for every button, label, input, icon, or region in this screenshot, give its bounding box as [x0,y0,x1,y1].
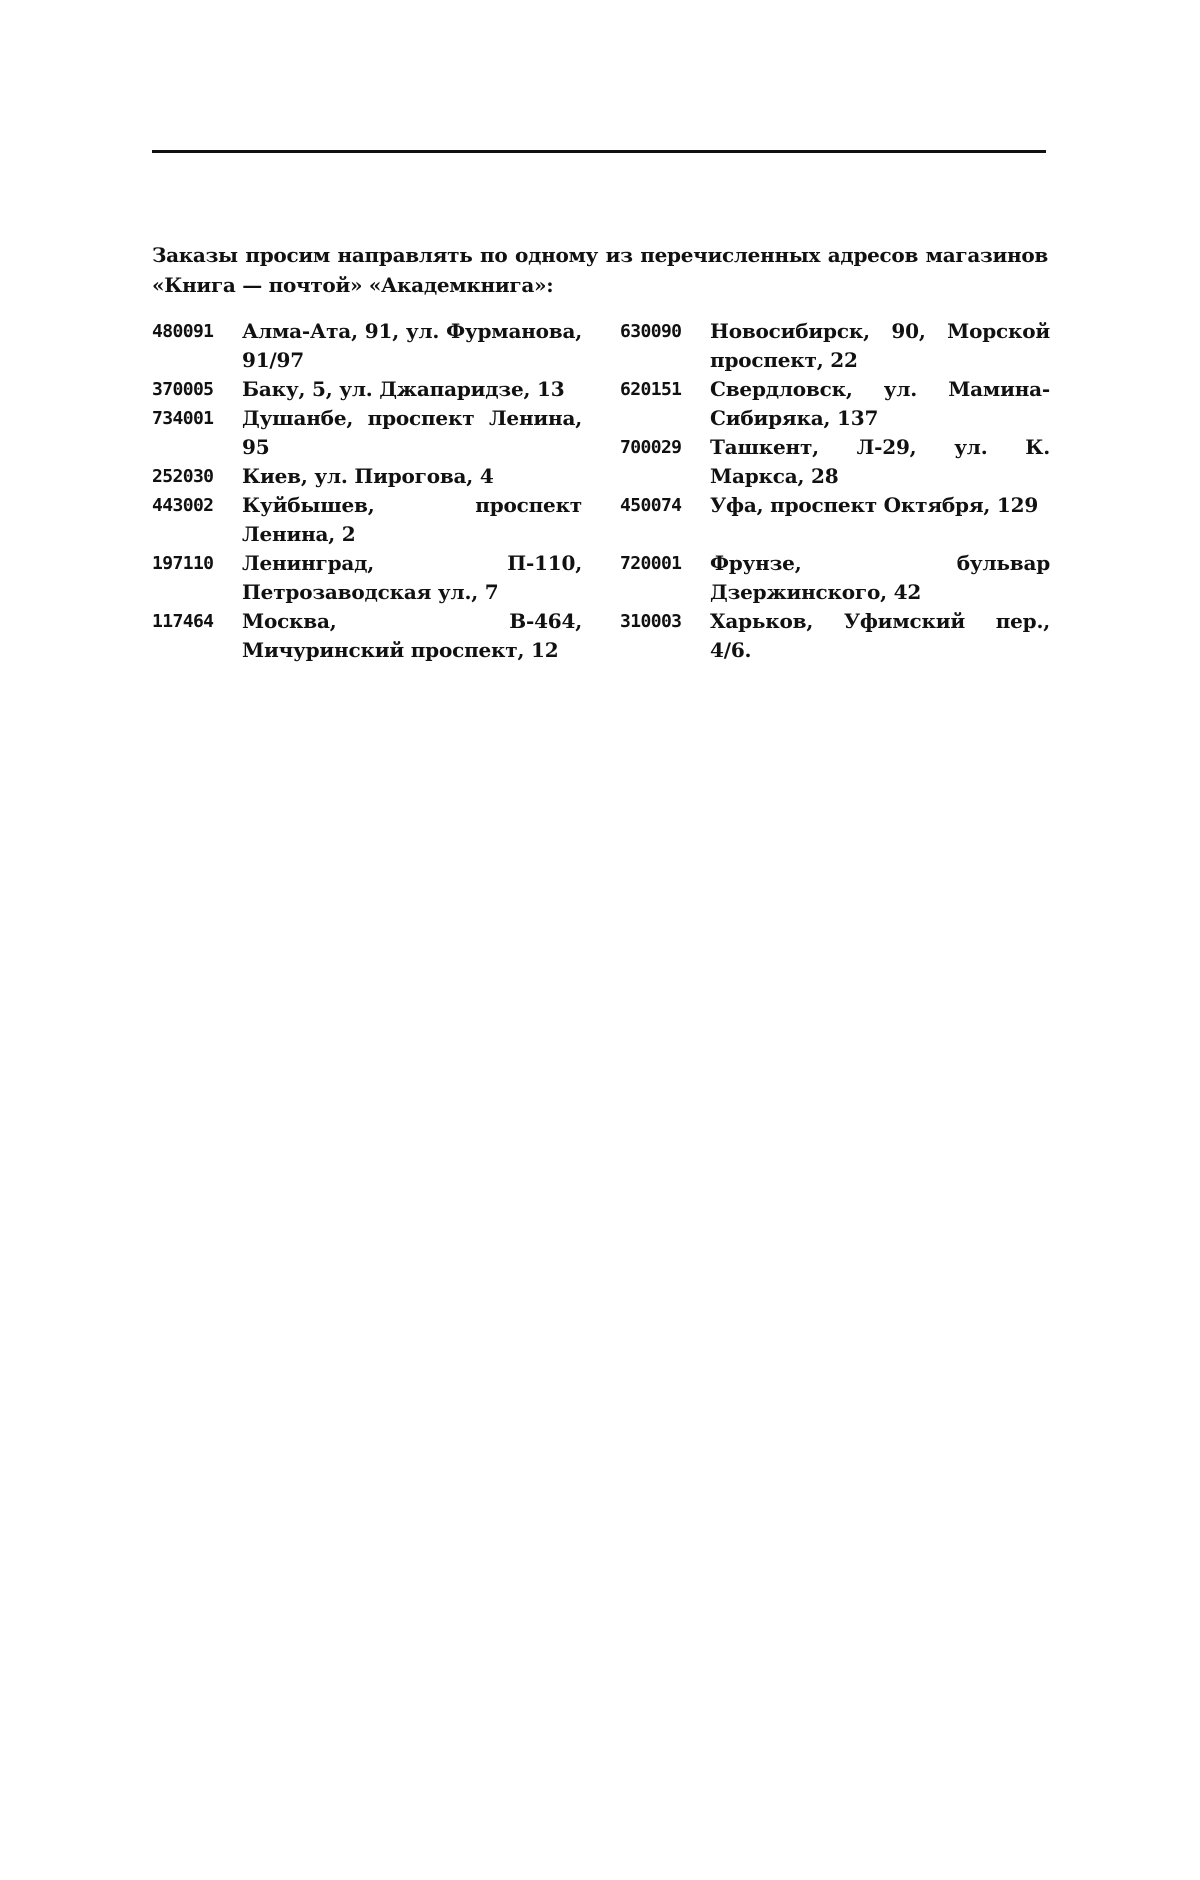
address-entry [152,404,582,462]
postal-code: 443002 [152,495,214,516]
address-entry [620,433,1050,491]
intro-paragraph: Заказы просим направлять по одному из перечисленных адресов магазинов «Книга — почтой» «Академкнига»: [152,243,1048,297]
postal-code: 197110 [152,553,214,574]
address-text: Куйбышев, проспект Ленина, 2 [242,493,582,546]
address-text: Фрунзе, бульвар Дзержинского, 42 [710,551,1050,604]
address-text: Ленинград, П-110, Петрозаводская ул., 7 [242,551,582,604]
postal-code: 620151 [620,379,682,400]
postal-code: 117464 [152,611,214,632]
top-rule [152,150,1046,153]
address-text: Ташкент, Л-29, ул. К. Маркса, 28 [710,435,1050,488]
address-entry [152,549,582,607]
address-entry [152,607,582,665]
address-text: Душанбе, проспект Ленина, 95 [242,406,582,459]
address-entry [620,375,1050,433]
address-text: Новосибирск, 90, Морской проспект, 22 [710,319,1050,372]
address-text: Свердловск, ул. Мамина-Сибиряка, 137 [710,377,1050,430]
address-text: Баку, 5, ул. Джапаридзе, 13 [242,377,565,401]
address-entry [620,607,1050,665]
postal-code: 252030 [152,466,214,487]
address-entry [620,549,1050,607]
postal-code: 720001 [620,553,682,574]
address-entry [152,317,582,375]
address-entry [620,491,1050,549]
postal-code: 450074 [620,495,682,516]
address-entry [152,491,582,549]
address-text: Алма-Ата, 91, ул. Фурманова, 91/97 [242,319,582,372]
postal-code: 310003 [620,611,682,632]
postal-code: 370005 [152,379,214,400]
address-text: Москва, В-464, Мичуринский проспект, 12 [242,609,582,662]
postal-code: 700029 [620,437,682,458]
postal-code: 630090 [620,321,682,342]
postal-code: 480091 [152,321,214,342]
address-text: Уфа, проспект Октября, 129 [710,493,1039,517]
address-text: Харьков, Уфимский пер., 4/6. [710,609,1050,662]
address-entry [620,317,1050,375]
postal-code: 734001 [152,408,214,429]
address-column-right [620,317,1050,665]
address-column-left [152,317,582,665]
address-entry [152,375,582,404]
address-text: Киев, ул. Пирогова, 4 [242,464,494,488]
address-entry [152,462,582,491]
